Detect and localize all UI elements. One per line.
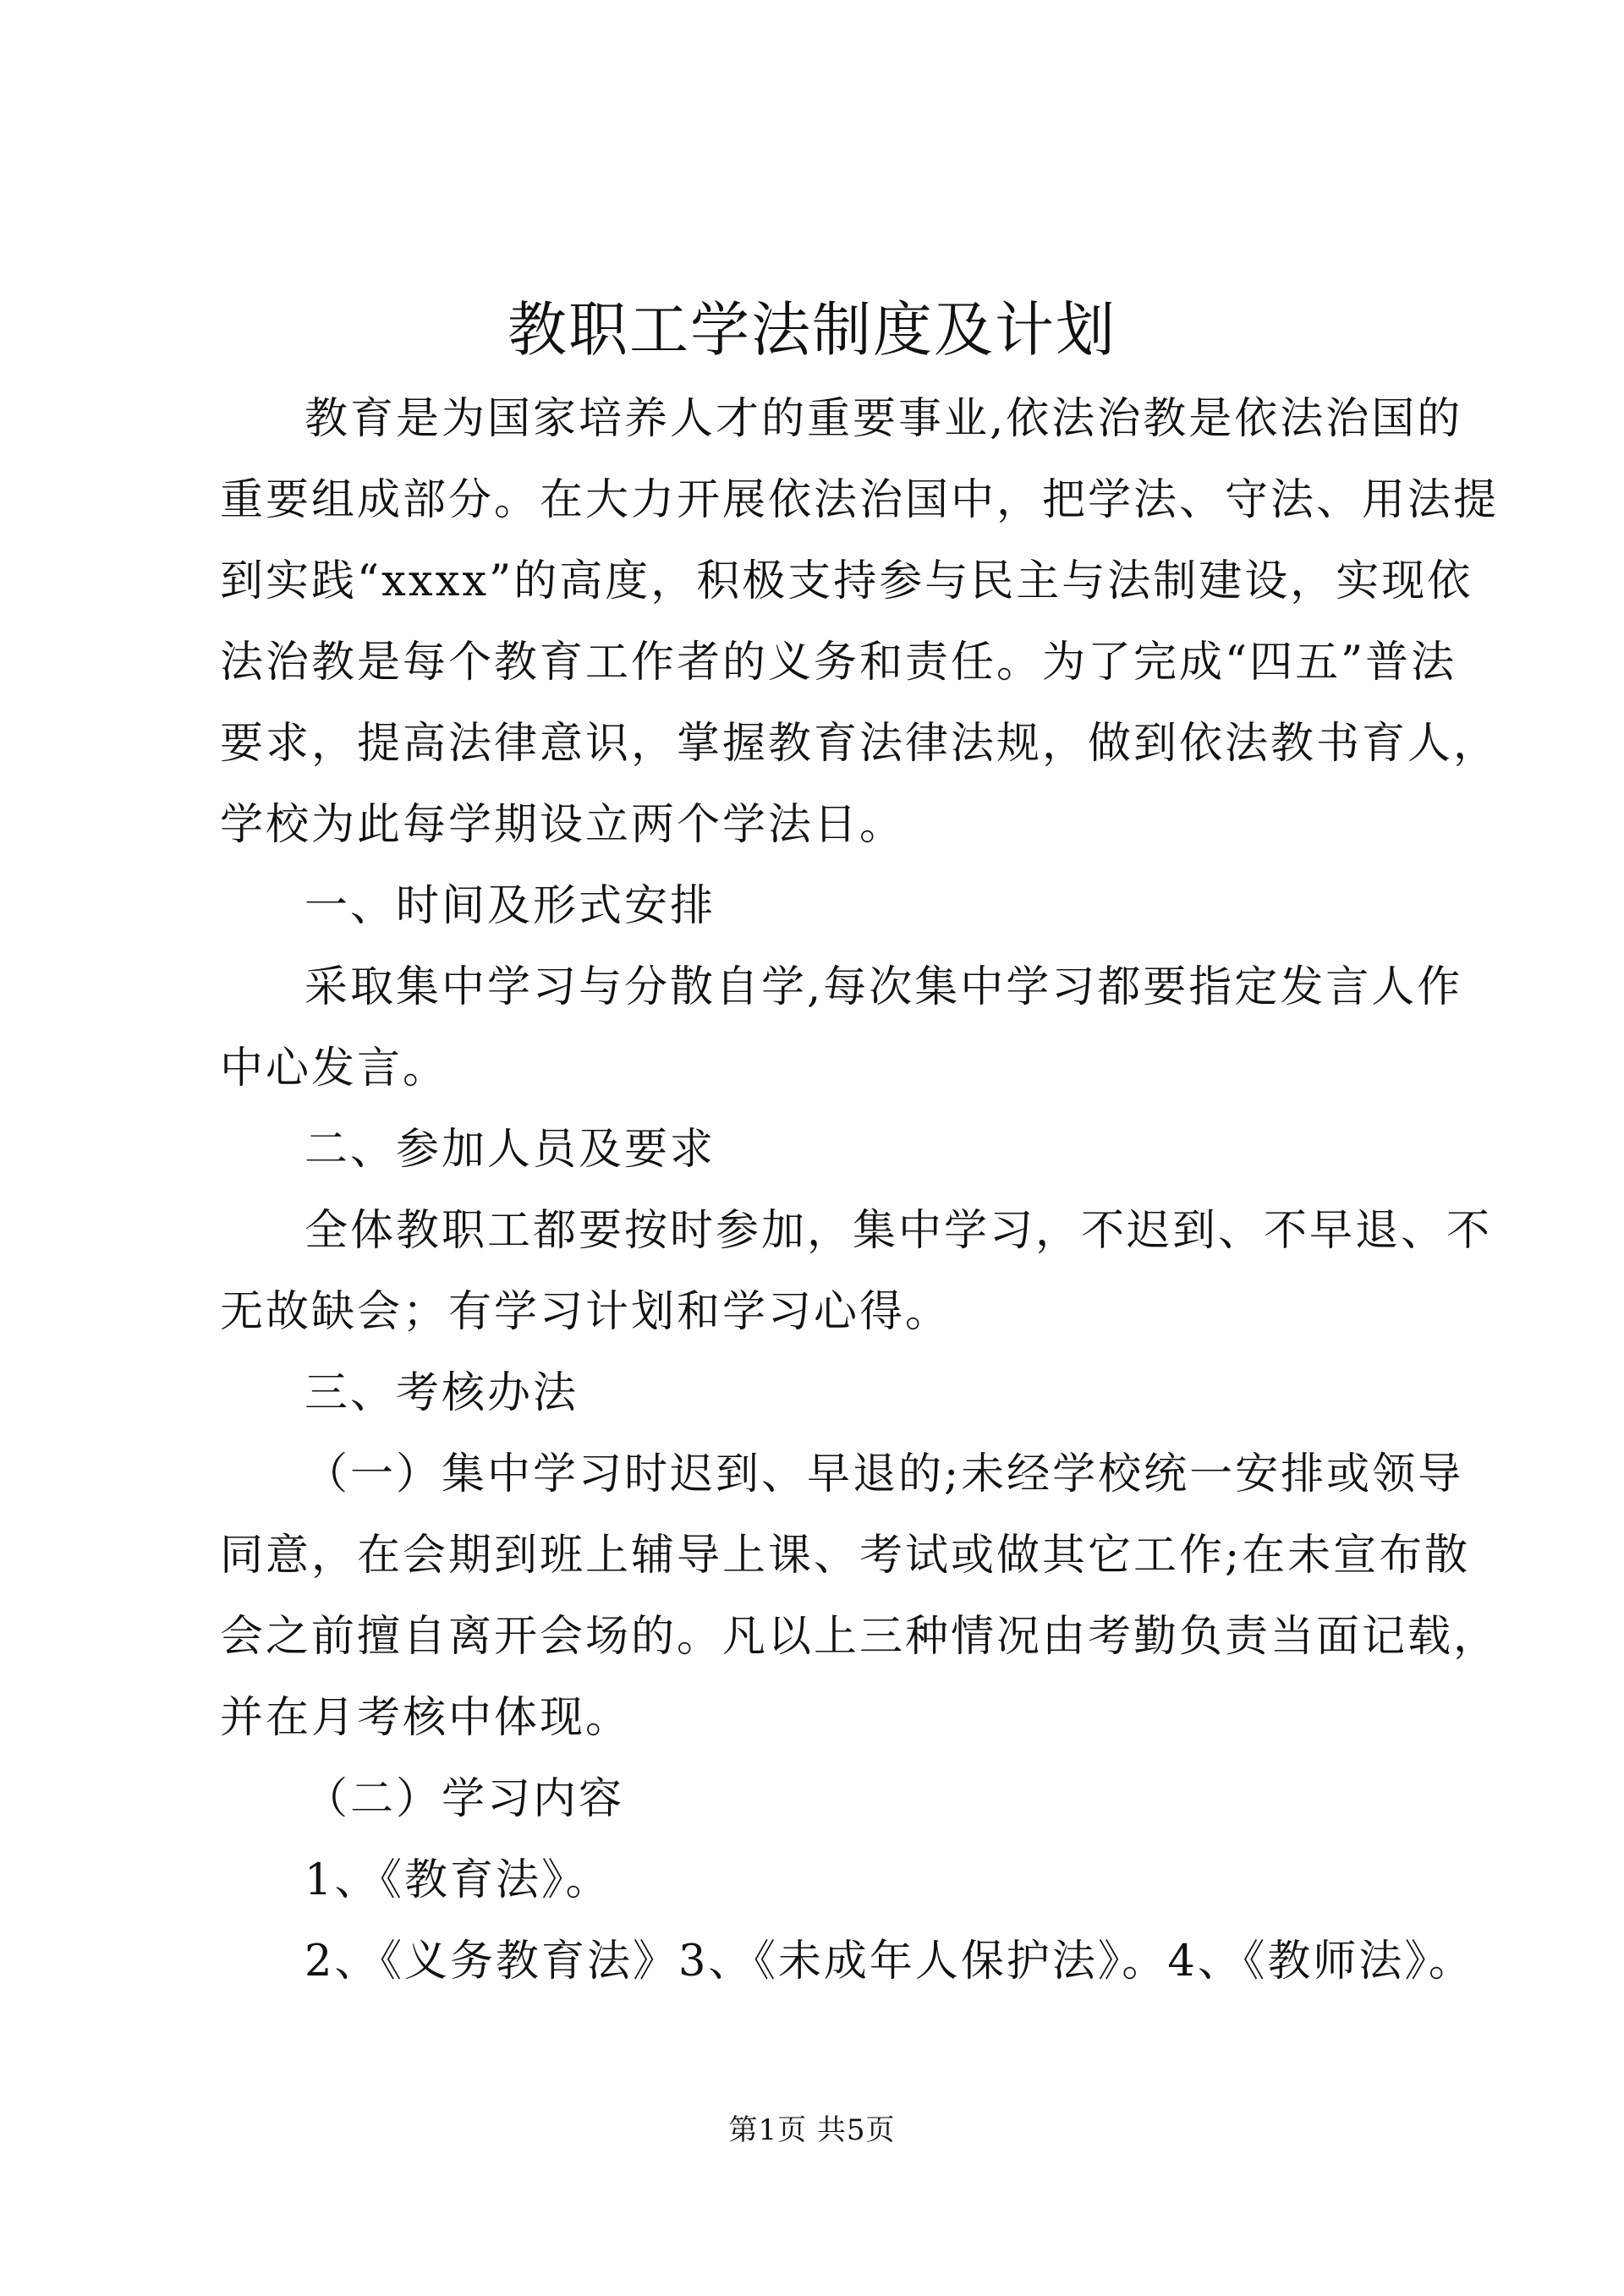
text-line: 要求，提高法律意识，掌握教育法律法规，做到依法教书育人， bbox=[220, 719, 1500, 769]
paragraph-intro bbox=[220, 379, 1500, 866]
list-item bbox=[220, 1840, 1438, 1921]
text-line: 学校为此每学期设立两个学法日。 bbox=[220, 800, 906, 850]
heading-line: （二）学习内容 bbox=[304, 1774, 625, 1824]
text-line: 到实践“xxxx”的高度，积极支持参与民主与法制建设，实现依 bbox=[220, 556, 1473, 606]
document-body bbox=[220, 379, 1500, 2003]
paragraph-section-3-1 bbox=[220, 1434, 1500, 1759]
document-title: 教职工学法制度及计划 bbox=[508, 295, 1116, 364]
text-line: 并在月考核中体现。 bbox=[220, 1693, 632, 1743]
heading-line: 一、时间及形式安排 bbox=[304, 881, 716, 931]
paragraph-section-2 bbox=[220, 1191, 1493, 1353]
list-item bbox=[220, 1921, 1474, 2003]
heading-line: 二、参加人员及要求 bbox=[304, 1125, 716, 1175]
text-line: 法治教是每个教育工作者的义务和责任。为了完成“四五”普法 bbox=[220, 638, 1457, 688]
text-line: （一）集中学习时迟到、早退的;未经学校统一安排或领导 bbox=[304, 1449, 1464, 1499]
text-line: 1、《教育法》。 bbox=[304, 1855, 612, 1905]
page-number-footer: 第1页 共5页 bbox=[728, 2113, 896, 2147]
text-line: 无故缺会；有学习计划和学习心得。 bbox=[220, 1287, 952, 1337]
text-line: 重要组成部分。在大力开展依法治国中，把学法、守法、用法提 bbox=[220, 475, 1500, 525]
section-heading-3 bbox=[220, 1353, 1438, 1434]
text-line: 采取集中学习与分散自学,每次集中学习都要指定发言人作 bbox=[304, 962, 1463, 1012]
section-heading-1 bbox=[220, 866, 1438, 947]
text-line: 同意，在会期到班上辅导上课、考试或做其它工作;在未宣布散 bbox=[220, 1531, 1471, 1581]
section-heading-2 bbox=[220, 1110, 1438, 1191]
paragraph-section-1 bbox=[220, 947, 1463, 1110]
text-line: 全体教职工都要按时参加，集中学习，不迟到、不早退、不 bbox=[304, 1206, 1493, 1256]
text-line: 2、《义务教育法》3、《未成年人保护法》。4、《教师法》。 bbox=[304, 1937, 1474, 1986]
text-line: 教育是为国家培养人才的重要事业,依法治教是依法治国的 bbox=[304, 394, 1463, 444]
heading-line: 三、考核办法 bbox=[304, 1368, 579, 1418]
text-line: 中心发言。 bbox=[220, 1044, 449, 1093]
text-line: 会之前擅自离开会场的。凡以上三种情况由考勤负责当面记载， bbox=[220, 1612, 1500, 1662]
subsection-heading bbox=[220, 1759, 1438, 1840]
